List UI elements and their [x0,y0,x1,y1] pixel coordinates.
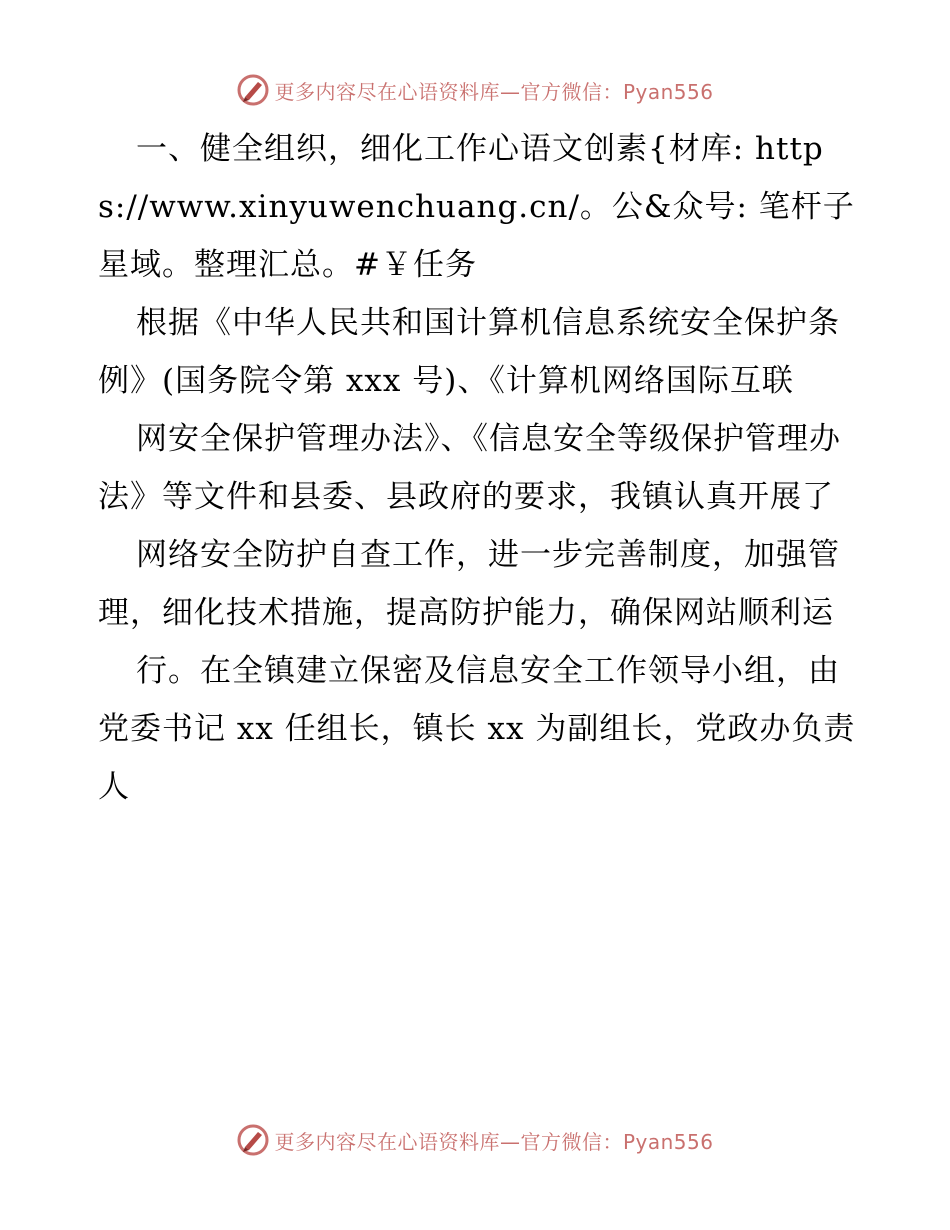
header-banner [0,70,950,110]
footer-banner [0,1120,950,1160]
pen-logo-icon [236,1123,270,1157]
document-body [98,120,858,816]
paragraph: 行。在全镇建立保密及信息安全工作领导小组，由党委书记 xx 任组长，镇长 xx 为副组长，党政办负责人 [98,653,856,805]
paragraph: 根据《中华人民共和国计算机信息系统安全保护条例》(国务院令第 xxx 号)、《计算机网络国际互联 [98,305,840,399]
header-banner-text: 更多内容尽在心语资料库—官方微信：Pyan556 [274,79,714,104]
footer-banner-text: 更多内容尽在心语资料库—官方微信：Pyan556 [274,1129,714,1154]
paragraph: 网安全保护管理办法》、《信息安全等级保护管理办法》等文件和县委、县政府的要求，我镇认真开展了 [98,421,841,515]
pen-logo-icon [236,73,270,107]
paragraph: 网络安全防护自查工作，进一步完善制度，加强管理，细化技术措施，提高防护能力，确保网站顺利运 [98,537,840,631]
paragraph: 一、健全组织，细化工作心语文创素{材库: https://www.xinyuwenchuang.cn/。公&众号: 笔杆子星域。整理汇总。#￥任务 [98,131,855,283]
